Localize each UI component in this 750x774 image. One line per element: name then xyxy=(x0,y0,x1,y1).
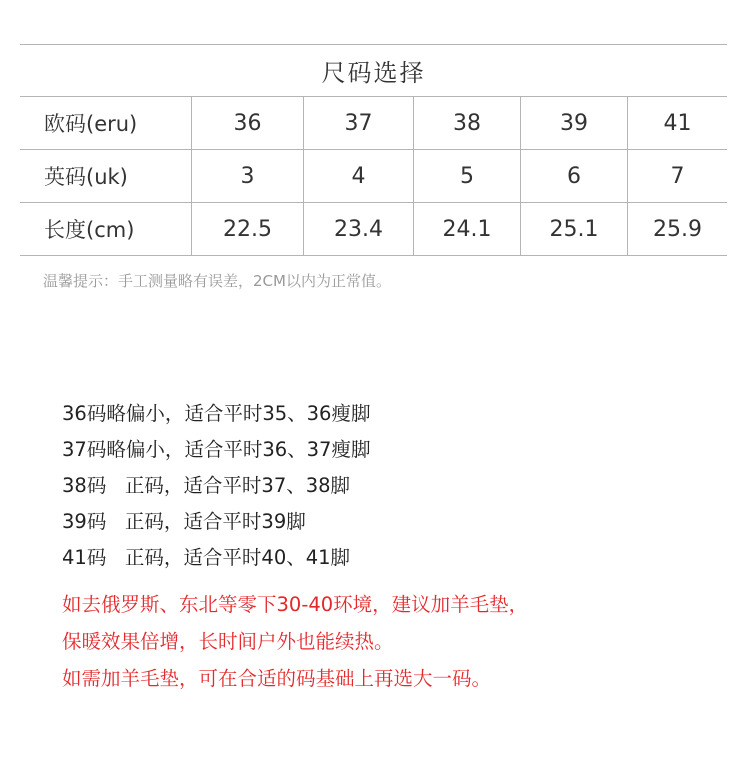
warm-pad-notice xyxy=(62,586,528,697)
cell-eu-4: 39 xyxy=(520,97,627,149)
size-tip-line: 39码 正码，适合平时39脚 xyxy=(62,510,306,533)
size-tip-line: 36码略偏小，适合平时35、36瘦脚 xyxy=(62,402,371,425)
cell-eu-1: 36 xyxy=(191,97,303,149)
cell-length-3: 24.1 xyxy=(413,203,520,255)
size-tip-line: 38码 正码，适合平时37、38脚 xyxy=(62,474,351,497)
cell-length-5: 25.9 xyxy=(627,203,727,255)
cell-eu-5: 41 xyxy=(627,97,727,149)
cell-length-4: 25.1 xyxy=(520,203,627,255)
table-row-length xyxy=(20,203,727,255)
row-label-uk: 英码(uk) xyxy=(44,165,128,189)
cell-eu-3: 38 xyxy=(413,97,520,149)
size-tip-line: 41码 正码，适合平时40、41脚 xyxy=(62,546,351,569)
size-table xyxy=(20,44,727,256)
notice-line: 如去俄罗斯、东北等零下30-40环境，建议加羊毛垫， xyxy=(62,593,529,616)
cell-uk-4: 6 xyxy=(520,150,627,202)
cell-uk-5: 7 xyxy=(627,150,727,202)
notice-line: 如需加羊毛垫，可在合适的码基础上再选大一码。 xyxy=(62,667,492,690)
cell-uk-3: 5 xyxy=(413,150,520,202)
measurement-note: 温馨提示：手工测量略有误差，2CM以内为正常值。 xyxy=(43,272,391,290)
cell-length-1: 22.5 xyxy=(191,203,303,255)
notice-line: 保暖效果倍增，长时间户外也能续热。 xyxy=(62,630,394,653)
table-row-eu xyxy=(20,97,727,150)
row-label-length: 长度(cm) xyxy=(44,218,135,242)
cell-length-2: 23.4 xyxy=(303,203,413,255)
size-tips xyxy=(62,396,370,576)
table-title: 尺码选择 xyxy=(20,45,727,97)
table-row-uk xyxy=(20,150,727,203)
cell-uk-2: 4 xyxy=(303,150,413,202)
cell-uk-1: 3 xyxy=(191,150,303,202)
row-label-eu: 欧码(eru) xyxy=(44,112,138,136)
cell-eu-2: 37 xyxy=(303,97,413,149)
size-tip-line: 37码略偏小，适合平时36、37瘦脚 xyxy=(62,438,371,461)
